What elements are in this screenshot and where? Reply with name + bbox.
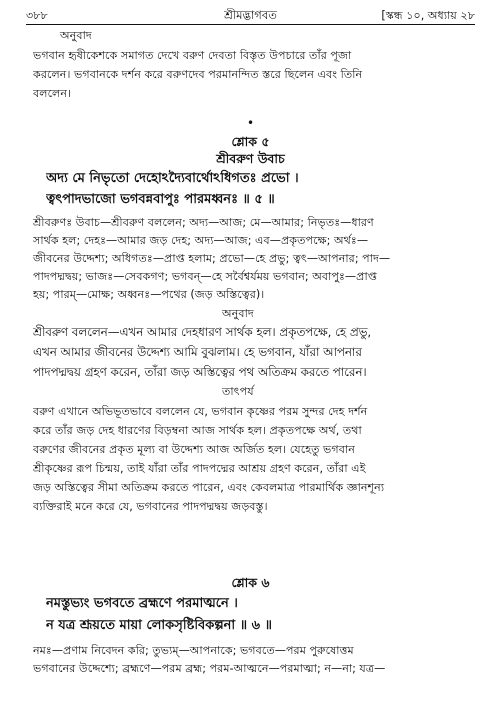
sloka-5-speaker: শ্রীবরুণ উবাচ (216, 151, 285, 166)
translation-line: শ্রীবরুণ বললেন—এখন আমার দেহধারণ সার্থক হল। প্রকৃতপক্ষে, হে প্রভু, (33, 325, 372, 339)
synonyms-paragraph (33, 642, 473, 678)
section-separator: • (246, 116, 255, 130)
translation-label: অনুবাদ (60, 29, 92, 42)
purport-line: জড় অস্তিত্বের সীমা অতিক্রম করতে পারেন, এবং কেবলমাত্র পারমার্থিক জ্ঞানশূন্য (33, 481, 385, 494)
synonym-line: জীবনের উদ্দেশ্য; অধিগতঃ—প্রাপ্ত হলাম; প্রভো—হে প্রভু; ত্বৎ—আপনার; পাদ— (33, 252, 391, 265)
text-line: ভগবান হৃষীকেশকে সমাগত দেখে বরুণ দেবতা বিস্তৃত উপচারে তাঁর পূজা (33, 49, 352, 62)
synonyms-paragraph (33, 214, 473, 304)
verse-line: ত্বৎপাদভাজো ভগবন্নবাপুঃ পারমধ্বনঃ ॥ ৫ ॥ (46, 192, 275, 207)
text-line: করলেন। ভগবানকে দর্শন করে বরুণদেব পরমানন্দিত স্তরে ছিলেন এবং তিনি (33, 68, 363, 81)
sloka-6-title: শ্লোক ৬ (231, 575, 270, 590)
verse-line: অদ্য মে নিভৃতো দেহোঽদ্যৈবার্থোঽধিগতঃ প্রভো । (46, 171, 299, 186)
synonym-line: ভগবানের উদ্দেশ্যে; ব্রহ্মণে—পরম ব্রহ্ম; পরম-আত্মনে—পরমাত্মা; ন—না; যত্র— (33, 662, 386, 675)
purport-line: ব্যক্তিরাই মনে করে যে, ভগবানের পাদপদ্মদ্বয় জড়বস্তু। (33, 500, 268, 513)
synonym-line: পাদপদ্মদ্বয়; ভাজঃ—সেবকগণ; ভগবন্—হে সর্বৈশ্বর্যময় ভগবান; অবাপুঃ—প্রাপ্ত (33, 270, 377, 283)
purport-line: শ্রীকৃষ্ণের রূপ চিন্ময়, তাই যাঁরা তাঁর পাদপদ্মের আশ্রয় গ্রহণ করেন, তাঁরা এই (33, 462, 366, 475)
purport-line: বরুণ এখানে অভিভূতভাবে বললেন যে, ভগবান কৃষ্ণের পরম সুন্দর দেহ দর্শন (33, 405, 368, 418)
translation-label: অনুবাদ (222, 307, 254, 320)
text-line: বললেন। (33, 87, 72, 100)
translation-paragraph (33, 322, 473, 382)
purport-paragraph (33, 402, 473, 516)
page-header (26, 7, 475, 23)
synonym-line: হয়; পারম্—মোক্ষ; অধ্বনঃ—পথের (জড় অস্তিত্বের)। (33, 288, 265, 301)
synonym-line: শ্রীবরুণঃ উবাচ—শ্রীবরুণ বললেন; অদ্য—আজ; মে—আমার; নিভৃতঃ—ধারণ (33, 216, 374, 229)
sloka-5-title: শ্লোক ৫ (231, 134, 270, 149)
translation-line: এখন আমার জীবনের উদ্দেশ্য আমি বুঝলাম। হে ভগবান, যাঁরা আপনার (33, 345, 362, 359)
verse-line: নমস্তুভ্যং ভগবতে ব্রহ্মণে পরমাত্মনে । (46, 596, 238, 611)
translation-paragraph (33, 46, 473, 103)
translation-line: পাদপদ্মদ্বয় গ্রহণ করেন, তাঁরা জড় অস্তিত্বের পথ অতিক্রম করতে পারেন। (33, 365, 367, 379)
verse-line: ন যত্র শ্রূয়তে মায়া লোকসৃষ্টিবিকল্পনা ॥ ৬ ॥ (46, 618, 272, 633)
purport-line: করে তাঁর জড় দেহ ধারণের বিড়ম্বনা আজ সার্থক হল। প্রকৃতপক্ষে অর্থ, তথা (33, 424, 362, 437)
chapter-reference: [স্কন্ধ ১০, অধ্যায় ২৮ (381, 9, 475, 22)
purport-label: তাৎপর্য (222, 385, 254, 398)
header-rule (26, 24, 475, 25)
synonym-line: সার্থক হল; দেহঃ—আমার জড় দেহ; অদ্য—আজ; এব—প্রকৃতপক্ষে; অর্থঃ— (33, 234, 369, 247)
page-number: ৩৮৮ (26, 9, 48, 22)
purport-line: বরুণের জীবনের প্রকৃত মূল্য বা উদ্দেশ্য আজ অর্জিত হল। যেহেতু ভগবান (33, 443, 355, 456)
synonym-line: নমঃ—প্রণাম নিবেদন করি; তুভ্যম্—আপনাকে; ভগবতে—পরম পুরুষোত্তম (33, 644, 354, 657)
book-title: শ্রীমদ্ভাগবত (224, 8, 277, 22)
